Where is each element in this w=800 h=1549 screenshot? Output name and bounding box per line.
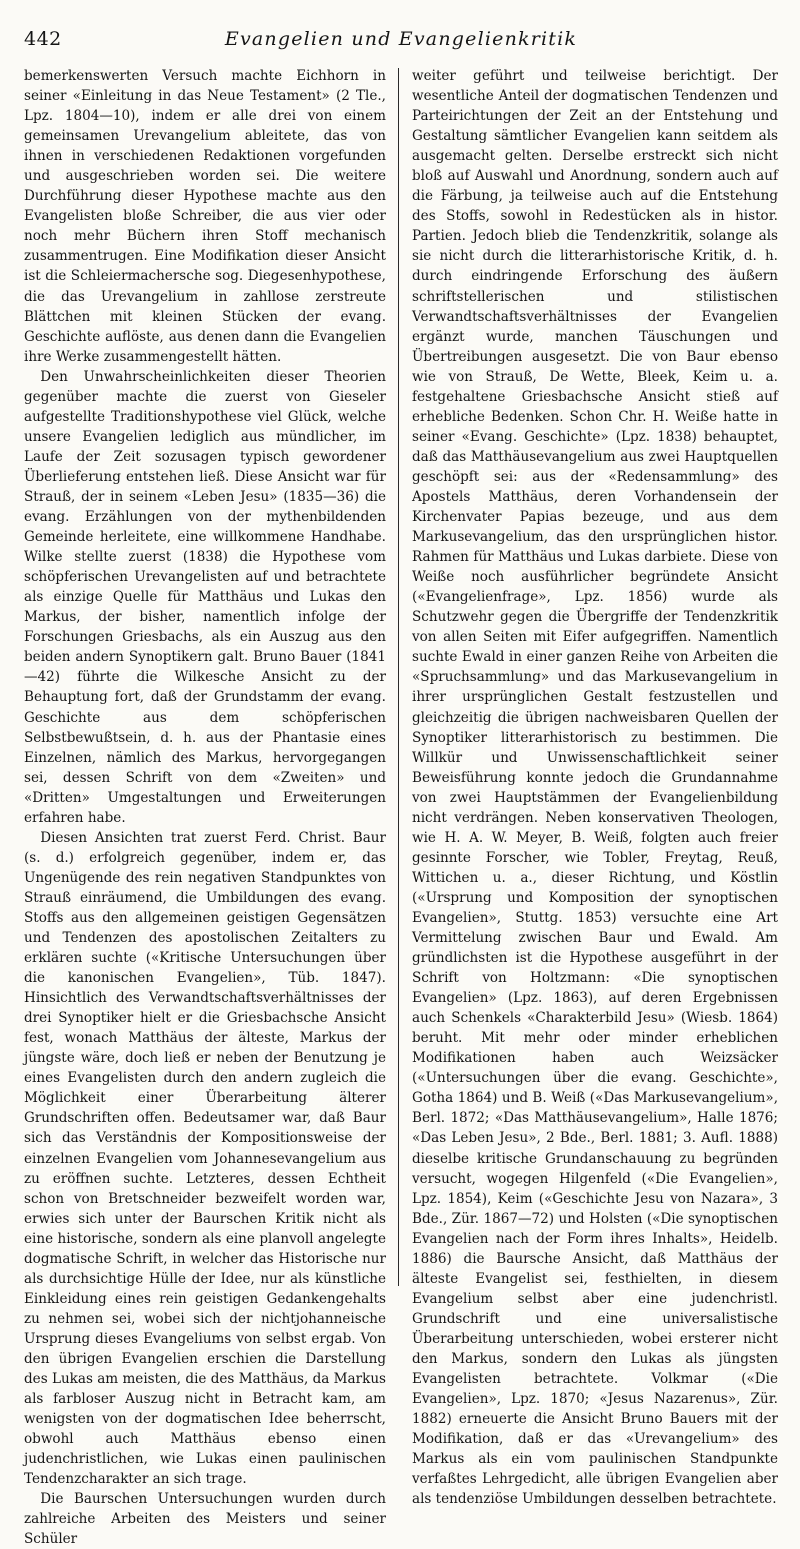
left-column [24, 66, 386, 1548]
paragraph: Den Unwahrscheinlichkeiten dieser Theorien gegenüber machte die zuerst von Gieseler aufgestellte Traditionshypothese viel Glück, welche unsere Evangelien lediglich aus mündlicher, im Laufe der Zeit sozusagen typisch gewordener Überlieferung entstehen ließ. Diese Ansicht war für Strauß, der in seinem «Leben Jesu» (1835—36) die evang. Erzählungen von der mythenbildenden Gemeinde herleitete, eine willkommene Handhabe. Wilke stellte zuerst (1838) die Hypothese vom schöpferischen Urevangelisten auf und betrachtete als einzige Quelle für Matthäus und Lukas den Markus, der bisher, namentlich infolge der Forschungen Griesbachs, als ein Auszug aus den beiden andern Synoptikern galt. Bruno Bauer (1841—42) führte die Wilkesche Ansicht zu der Behauptung fort, daß der Grundstamm der evang. Geschichte aus dem schöpferischen Selbstbewußtsein, d. h. aus der Phantasie eines Einzelnen, nämlich des Markus, hervorgegangen sei, dessen Schrift von dem «Zweiten» und «Dritten» Umgestaltungen und Erweiterungen erfahren habe. [24, 368, 386, 826]
column-divider [398, 68, 399, 1286]
paragraph: Diesen Ansichten trat zuerst Ferd. Christ. Baur (s. d.) erfolgreich gegenüber, indem er, das Ungenügende des rein negativen Standpunktes von Strauß einräumend, die Umbildungen des evang. Stoffs aus den allgemeinen geistigen Gegensätzen und Tendenzen des apostolischen Zeitalters zu erklären suchte («Kritische Untersuchungen über die kanonischen Evangelien», Tüb. 1847). Hinsichtlich des Verwandtschaftsverhältnisses der drei Synoptiker hielt er die Griesbachsche Ansicht fest, wonach Matthäus der älteste, Markus der jüngste wäre, doch ließ er neben der Benutzung je eines Evangelisten durch den andern zugleich die Möglichkeit einer Überarbeitung älterer Grundschriften offen. Bedeutsamer war, daß Baur sich das Verständnis der Kompositionsweise der einzelnen Evangelien vom Johannesevangelium aus zu eröffnen suchte. Letzteres, dessen Echtheit schon von Bretschneider bezweifelt worden war, erwies sich unter der Baurschen Kritik nicht als eine historische, sondern als eine planvoll angelegte dogmatische Schrift, in welcher das Historische nur als durchsichtige Hülle der Idee, nur als künstliche Einkleidung eines rein geistigen Gedankengehalts zu nehmen sei, wobei sich der nichtjohanneische Ursprung dieses Evangeliums von selbst ergab. Von den übrigen Evangelien erschien die Darstellung des Lukas am meisten, die des Matthäus, da Markus als farbloser Auszug nicht in Betracht kam, am wenigsten von der dogmatischen Idee beherrscht, obwohl auch Matthäus ebenso einen judenchristlichen, wie Lukas einen paulinischen Tendenzcharakter an sich trage. [24, 829, 386, 1488]
page-header [24, 28, 778, 56]
running-title: Evangelien und Evangelienkritik [224, 28, 578, 50]
paragraph: Die Baurschen Untersuchungen wurden durch zahlreiche Arbeiten des Meisters und seiner Schüler [24, 1491, 386, 1548]
paragraph: weiter geführt und teilweise berichtigt. Der wesentliche Anteil der dogmatischen Tendenzen und Parteirichtungen der Zeit an der Entstehung und Gestaltung sämtlicher Evangelien kann seitdem als ausgemacht gelten. Derselbe erstreckt sich nicht bloß auf Auswahl und Anordnung, sondern auch auf die Färbung, ja teilweise auch auf die Entstehung des Stoffs, sowohl in Redestücken als in histor. Partien. Jedoch blieb die Tendenzkritik, solange als sie nicht durch die litterarhistorische Kritik, d. h. durch eindringende Erforschung des äußern schriftstellerischen und stilistischen Verwandtschaftsverhältnisses der Evangelien ergänzt wurde, manchen Täuschungen und Übertreibungen ausgesetzt. Die von Baur ebenso wie von Strauß, De Wette, Bleek, Keim u. a. festgehaltene Griesbachsche Ansicht stieß auf erhebliche Bedenken. Schon Chr. H. Weiße hatte in seiner «Evang. Geschichte» (Lpz. 1838) behauptet, daß das Matthäusevangelium aus zwei Hauptquellen geschöpft sei: aus der «Redensammlung» des Apostels Matthäus, deren Vorhandensein der Kirchenvater Papias bezeuge, und aus dem Markusevangelium, das den ursprünglichen histor. Rahmen für Matthäus und Lukas darbiete. Diese von Weiße noch ausführlicher begründete Ansicht («Evangelienfrage», Lpz. 1856) wurde als Schutzwehr gegen die Übergriffe der Tendenzkritik von allen Seiten mit Eifer aufgegriffen. Namentlich suchte Ewald in einer ganzen Reihe von Arbeiten die «Spruchsammlung» und das Markusevangelium in ihrer ursprünglichen Gestalt festzustellen und gleichzeitig die übrigen nachweisbaren Quellen der Synoptiker litterarhistorisch zu bestimmen. Die Willkür und Unwissenschaftlichkeit seiner Beweisführung konnte jedoch die Grundannahme von zwei Hauptstämmen der Evangelienbildung nicht verdrängen. Neben konservativen Theologen, wie H. A. W. Meyer, B. Weiß, folgten auch freier gesinnte Forscher, wie Tobler, Freytag, Reuß, Wittichen u. a., dieser Richtung, und Köstlin («Ursprung und Komposition der synoptischen Evangelien», Stuttg. 1853) versuchte eine Art Vermittelung zwischen Baur und Ewald. Am gründlichsten ist die Hypothese ausgeführt in der Schrift von Holtzmann: «Die synoptischen Evangelien» (Lpz. 1863), auf deren Ergebnissen auch Schenkels «Charakterbild Jesu» (Wiesb. 1864) beruht. Mit mehr oder minder erheblichen Modifikationen haben auch Weizsäcker («Untersuchungen über die evang. Geschichte», Gotha 1864) und B. Weiß («Das Markusevangelium», Berl. 1872; «Das Matthäusevangelium», Halle 1876; «Das Leben Jesu», 2 Bde., Berl. 1881; 3. Aufl. 1888) dieselbe kritische Grundanschauung zu begründen versucht, wogegen Hilgenfeld («Die Evangelien», Lpz. 1854), Keim («Geschichte Jesu von Nazara», 3 Bde., Zür. 1867—72) und Holsten («Die synoptischen Evangelien nach der Form ihres Inhalts», Heidelb. 1886) die Baursche Ansicht, daß Matthäus der älteste Evangelist sei, festhielten, in diesem Evangelium selbst aber eine judenchristl. Grundschrift und eine universalistische Überarbeitung unterschieden, wobei ersterer nicht den Markus, sondern den Lukas als jüngsten Evangelisten betrachtete. Volkmar («Die Evangelien», Lpz. 1870; «Jesus Nazarenus», Zür. 1882) erneuerte die Ansicht Bruno Bauers mit der Modifikation, daß er das «Urevangelium» des Markus als ein vom paulinischen Standpunkte verfaßtes Lehrgedicht, alle übrigen Evangelien aber als tendenziöse Umbildungen desselben betrachtete. [412, 68, 778, 1508]
right-column [412, 66, 778, 1508]
paragraph: bemerkenswerten Versuch machte Eichhorn in seiner «Einleitung in das Neue Testament» (2 Tle., Lpz. 1804—10), indem er alle drei von einem gemeinsamen Urevangelium ableitete, das von ihnen in verschiedenen Redaktionen vorgefunden und ausgeschrieben worden sei. Die weitere Durchführung dieser Hypothese machte aus den Evangelisten bloße Schreiber, die aus vier oder noch mehr Büchern ihren Stoff mechanisch zusammentrugen. Eine Modifikation dieser Ansicht ist die Schleiermachersche sog. Diegesenhypothese, die das Urevangelium in zahllose zerstreute Blättchen mit kleinen Stücken der evang. Geschichte auflöste, aus denen dann die Evangelien ihre Werke zusammengestellt hätten. [24, 68, 386, 365]
page-number: 442 [24, 28, 62, 50]
